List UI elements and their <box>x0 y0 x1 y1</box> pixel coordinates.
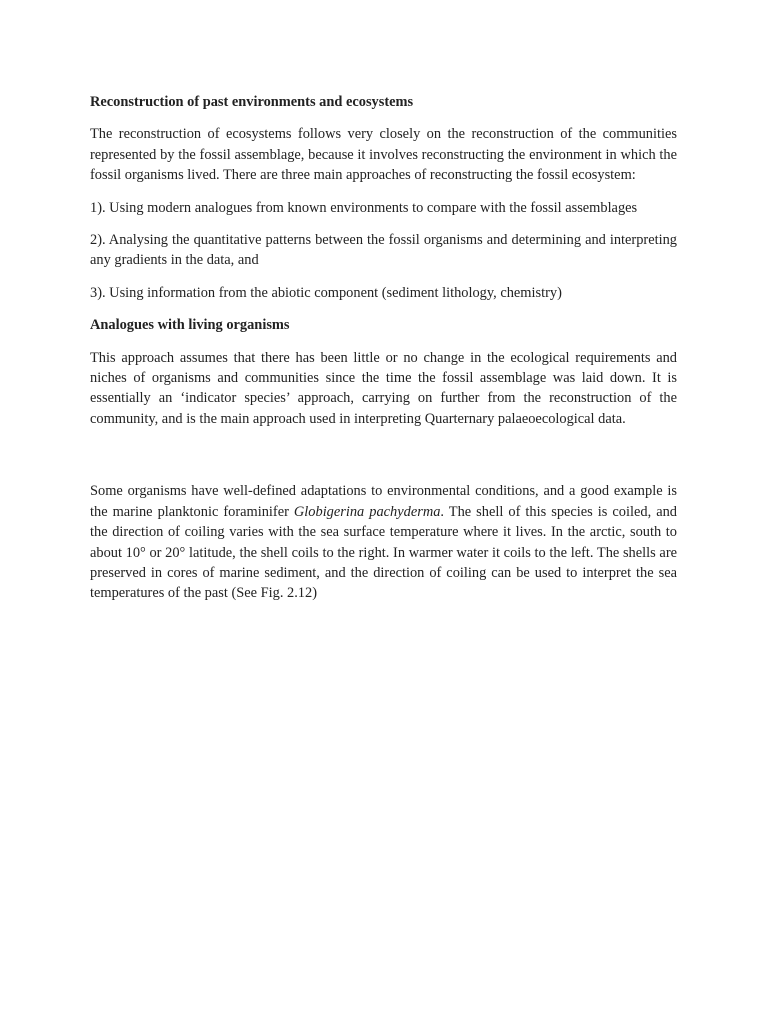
paragraph-gap <box>90 441 677 481</box>
document-body <box>90 92 677 616</box>
intro-paragraph: The reconstruction of ecosystems follows very closely on the reconstruction of the communities represented by the fossil assemblage, because it involves reconstructing the environment in which the fossil organisms lived. There are three main approaches of reconstructing the fossil ecosystem: <box>90 126 677 184</box>
approach-item-2: 2). Analysing the quantitative patterns between the fossil organisms and determining and interpreting any gradients in the data, and <box>90 232 677 269</box>
example-paragraph <box>90 481 677 603</box>
species-name: Globigerina pachyderma <box>293 503 441 520</box>
example-text-after: . The shell of this species is coiled, and the direction of coiling varies with the sea surface temperature where it lives. In the arctic, south to about 10° or 20° latitude, the shell coils to the right. In warmer water it coils to the left. The shells are preserved in cores of marine sediment, and the direction of coiling can be used to interpret the sea temperatures of the past (See Fig. 2.12) <box>90 503 677 602</box>
approach-item-3: 3). Using information from the abiotic component (sediment lithology, chemistry) <box>90 284 562 301</box>
section-heading-reconstruction: Reconstruction of past environments and ecosystems <box>90 94 414 110</box>
approach-item-1: 1). Using modern analogues from known environments to compare with the fossil assemblages <box>90 199 638 216</box>
example-text-before: Some organisms have well-defined adaptations to environmental conditions, and a good example is the marine planktonic foraminifer <box>90 483 677 520</box>
section-heading-analogues: Analogues with living organisms <box>90 317 290 334</box>
analogues-paragraph: This approach assumes that there has been little or no change in the ecological requirements and niches of organisms and communities since the time the fossil assemblage was laid down. It is essentially an ‘indicator species’ approach, carrying on further from the reconstruction of the community, and is the main approach used in interpreting Quarternary palaeoecological data. <box>90 349 677 427</box>
